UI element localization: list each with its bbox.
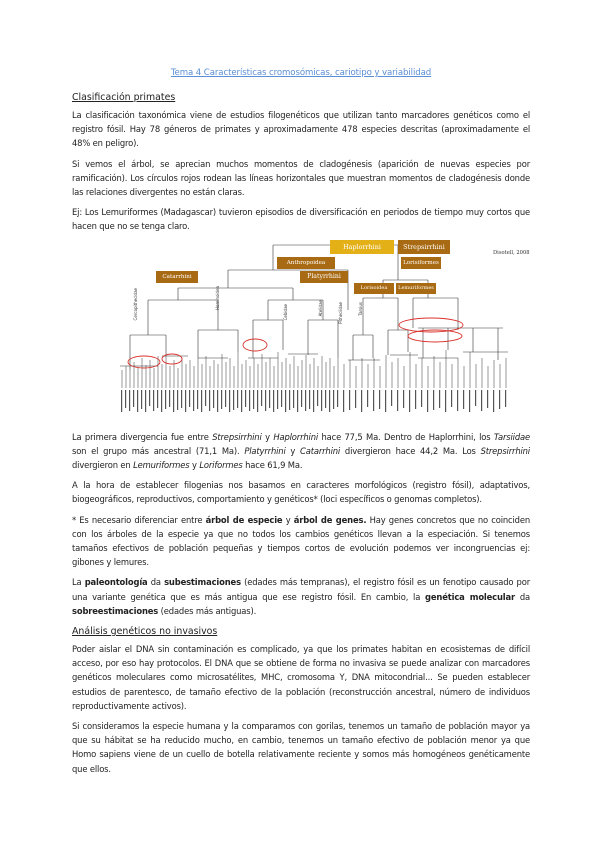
box-lorisoidea: Lorisoidea [354, 283, 394, 294]
paragraph: Si vemos el árbol, se aprecian muchos momentos de cladogénesis (aparición de nuevas especies por ramificación). Los círculos rojos rodean las líneas horizontales que muestran momentos de cladogénesis donde las relaciones divergentes no están claras. [72, 158, 530, 198]
paragraph: La clasificación taxonómica viene de estudios filogenéticos que utilizan tanto marcadores genéticos como el registro fósil. Hay 78 géneros de primates y aproximadamente 478 especies descritas (aproximadamente el 48% en peligro). [72, 110, 530, 149]
section-heading-clasificacion: Clasificación primates [72, 92, 176, 103]
phylogenetic-tree-figure [118, 240, 530, 416]
box-lemuriformes: Lemuriformes [396, 283, 436, 294]
paragraph-paleontology: La paleontología da subestimaciones (edades más tempranas), el registro fósil es un fenotipo causado por una variante genética que es más antigua que ese registro fósil. En cambio, la genética molecular da sobreestimaciones (edades más antiguas). [72, 577, 530, 616]
tree-tips [120, 350, 508, 388]
label-hominoidea: Hominoidea [215, 285, 220, 310]
paragraph: Ej: Los Lemuriformes (Madagascar) tuvieron episodios de diversificación en periodos de tiempo muy cortos que hacen que no se tenga claro. [72, 207, 530, 232]
box-strepsirrhini: Strepsirrhini [398, 240, 450, 254]
label-tarsius: Tarsius [358, 301, 363, 316]
box-platyrrhini: Platyrrhini [300, 271, 348, 283]
document-title[interactable]: Tema 4 Características cromosómicas, cariotipo y variabilidad [170, 68, 432, 78]
document-page [72, 68, 530, 782]
box-haplorrhini: Haplorrhini [330, 240, 394, 254]
tree-tip-labels [121, 390, 506, 412]
box-lorisiformes: Lorisiformes [401, 257, 441, 269]
paragraph-footnote: * Es necesario diferenciar entre árbol de especie y árbol de genes. Hay genes concretos que no coinciden con los árboles de la especie ya que no todos los cambios genéticos llevan a la especiación. Si tenemos tamaños efectivos de población pequeñas y tiempos cortos de evolución podemos ver incongruencias ej: gibones y lemures. [72, 514, 530, 568]
paragraph: A la hora de establecer filogenias nos basamos en caracteres morfológicos (registro fósil), adaptativos, biogeográficos, reproductivos, comportamiento y genéticos* (loci específicos o genomas completos). [72, 480, 530, 505]
label-atelidae: Atelidae [318, 299, 323, 316]
paragraph: Poder aislar el DNA sin contaminación es complicado, ya que los primates habitan en ecosistemas de difícil acceso, por eso hay protocolos. El DNA que se obtiene de forma no invasiva se puede analizar con marcadores genéticos moleculares como microsatélites, MHC, cromosoma Y, DNA mitocondrial... Se pueden establecer estudios de parentesco, de tamaño efectivo de la población (reconstrucción ancestral, número de individuos reproductivamente activos). [72, 644, 530, 711]
label-pitheciidae: Pitheciidae [338, 301, 343, 324]
section-heading-analisis: Análisis genéticos no invasivos [72, 626, 218, 638]
label-cercopithecidae: Cercopithecidae [133, 287, 138, 321]
paragraph-divergences: La primera divergencia fue entre Strepsirrhini y Haplorrhini hace 77,5 Ma. Dentro de Haplorrhini, los Tarsiidae son el grupo más ancestral (71,1 Ma). Platyrrhini y Catarrhini divergieron hace 44,2 Ma. Los Strepsirrhini divergieron en Lemuriformes y Loriformes hace 61,9 Ma. [72, 431, 530, 471]
red-circle-2 [162, 354, 182, 364]
red-circle-3 [243, 339, 267, 351]
label-cebidae: Cebidae [283, 303, 288, 320]
figure-credit: Disotell, 2008 [493, 249, 530, 256]
box-catarrhini: Catarrhini [156, 271, 198, 283]
box-anthropoidea: Anthropoidea [277, 257, 335, 269]
paragraph: Si consideramos la especie humana y la comparamos con gorilas, tenemos un tamaño de población mayor ya que su hábitat se ha reducido mucho, en cambio, tenemos un tamaño efectivo de población menor ya que Homo sapiens viene de un cuello de botella relativamente reciente y somos más homogéneos genéticamente que ellos. [72, 721, 530, 774]
